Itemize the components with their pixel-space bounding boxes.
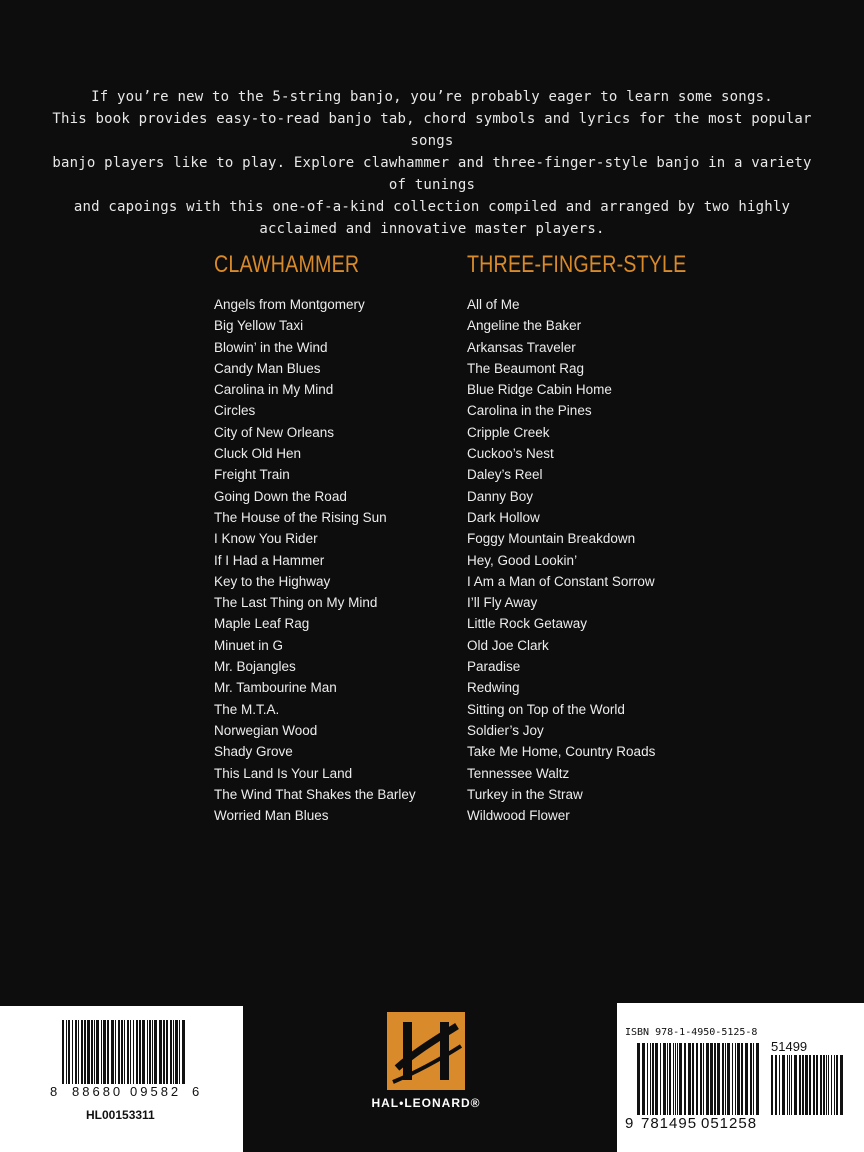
song-title: Wildwood Flower	[467, 808, 570, 824]
upc-check-digit: 6	[192, 1084, 200, 1099]
song-title: Mr. Tambourine Man	[214, 680, 337, 696]
three-finger-column	[467, 250, 735, 826]
song-title: Arkansas Traveler	[467, 339, 576, 355]
song-title: Big Yellow Taxi	[214, 318, 304, 334]
description-block	[40, 86, 824, 240]
three-finger-heading: THREE-FINGER-STYLE	[467, 251, 687, 278]
hal-leonard-logo-icon	[387, 1012, 465, 1090]
song-title: Key to the Highway	[214, 573, 331, 589]
song-title: If I Had a Hammer	[214, 552, 325, 568]
song-title: Candy Man Blues	[214, 360, 321, 376]
song-title: Freight Train	[214, 467, 290, 483]
song-title: Blue Ridge Cabin Home	[467, 382, 612, 398]
song-title: City of New Orleans	[214, 424, 335, 440]
upc-right-digits: 09582	[130, 1084, 182, 1099]
description-line: and capoings with this one-of-a-kind collection compiled and arranged by two highly	[73, 199, 791, 215]
upc-left-digits: 88680	[72, 1084, 124, 1099]
song-title: Going Down the Road	[214, 488, 347, 504]
description-line: banjo players like to play. Explore clawhammer and three-finger-style banjo in a variety of tunings	[52, 155, 812, 193]
song-title: Sitting on Top of the World	[467, 701, 625, 717]
song-title: This Land Is Your Land	[214, 765, 353, 781]
upc-barcode-icon	[62, 1020, 188, 1088]
song-title: Angeline the Baker	[467, 318, 582, 334]
song-title: The Last Thing on My Mind	[214, 595, 378, 611]
song-title: I Am a Man of Constant Sorrow	[467, 573, 655, 589]
song-title: Carolina in the Pines	[467, 403, 592, 419]
song-title: Mr. Bojangles	[214, 659, 296, 675]
song-title: Take Me Home, Country Roads	[467, 744, 656, 760]
song-title: Paradise	[467, 659, 521, 675]
song-title: Circles	[214, 403, 256, 419]
song-title: Norwegian Wood	[214, 722, 318, 738]
song-title: Tennessee Waltz	[467, 765, 570, 781]
upc-first-digit: 8	[50, 1084, 58, 1099]
song-title: Blowin’ in the Wind	[214, 339, 328, 355]
isbn-left-digits: 781495	[641, 1115, 698, 1132]
price-code: 51499	[771, 1039, 808, 1054]
song-title: Shady Grove	[214, 744, 293, 760]
upc-barcode-panel	[0, 1006, 243, 1152]
isbn-barcode-icon	[637, 1043, 761, 1119]
clawhammer-song-list	[214, 294, 416, 826]
song-title: The M.T.A.	[214, 701, 280, 717]
song-title: Worried Man Blues	[214, 808, 329, 824]
song-title: All of Me	[467, 297, 520, 312]
song-title: Little Rock Getaway	[467, 616, 588, 632]
description-line: If you’re new to the 5-string banjo, you’re probably eager to learn some songs.	[91, 89, 773, 105]
song-title: Cluck Old Hen	[214, 446, 302, 462]
three-finger-song-list	[467, 294, 735, 826]
song-title: The Wind That Shakes the Barley	[214, 786, 416, 802]
song-title: Danny Boy	[467, 488, 534, 504]
song-title: Turkey in the Straw	[467, 786, 583, 802]
item-code: HL00153311	[86, 1108, 155, 1122]
description-line: This book provides easy-to-read banjo tab, chord symbols and lyrics for the most popular songs	[52, 111, 812, 149]
song-title: I Know You Rider	[214, 531, 318, 547]
song-title: Carolina in My Mind	[214, 382, 334, 398]
song-title: I’ll Fly Away	[467, 595, 538, 611]
isbn-barcode-panel	[617, 1003, 864, 1152]
song-title: Dark Hollow	[467, 509, 540, 525]
song-title: The Beaumont Rag	[467, 360, 585, 376]
song-title: Foggy Mountain Breakdown	[467, 531, 636, 547]
song-title: The House of the Rising Sun	[214, 509, 387, 525]
song-title: Hey, Good Lookin’	[467, 552, 578, 568]
song-title: Redwing	[467, 680, 520, 696]
song-title: Daley’s Reel	[467, 467, 543, 483]
description-line: acclaimed and innovative master players.	[259, 221, 605, 237]
song-title: Maple Leaf Rag	[214, 616, 310, 632]
song-title: Minuet in G	[214, 637, 284, 653]
isbn-right-digits: 051258	[701, 1115, 758, 1132]
publisher-brand: HAL•LEONARD®	[371, 1096, 481, 1110]
song-title: Cripple Creek	[467, 424, 550, 440]
song-title: Cuckoo’s Nest	[467, 446, 554, 462]
clawhammer-column	[214, 250, 416, 826]
isbn-label: ISBN 978-1-4950-5125-8	[625, 1027, 758, 1038]
song-title: Soldier’s Joy	[467, 722, 544, 738]
song-title: Old Joe Clark	[467, 637, 549, 653]
isbn-first-digit: 9	[625, 1115, 634, 1132]
song-title: Angels from Montgomery	[214, 297, 365, 312]
clawhammer-heading: CLAWHAMMER	[214, 251, 360, 278]
price-barcode-icon	[771, 1055, 843, 1117]
